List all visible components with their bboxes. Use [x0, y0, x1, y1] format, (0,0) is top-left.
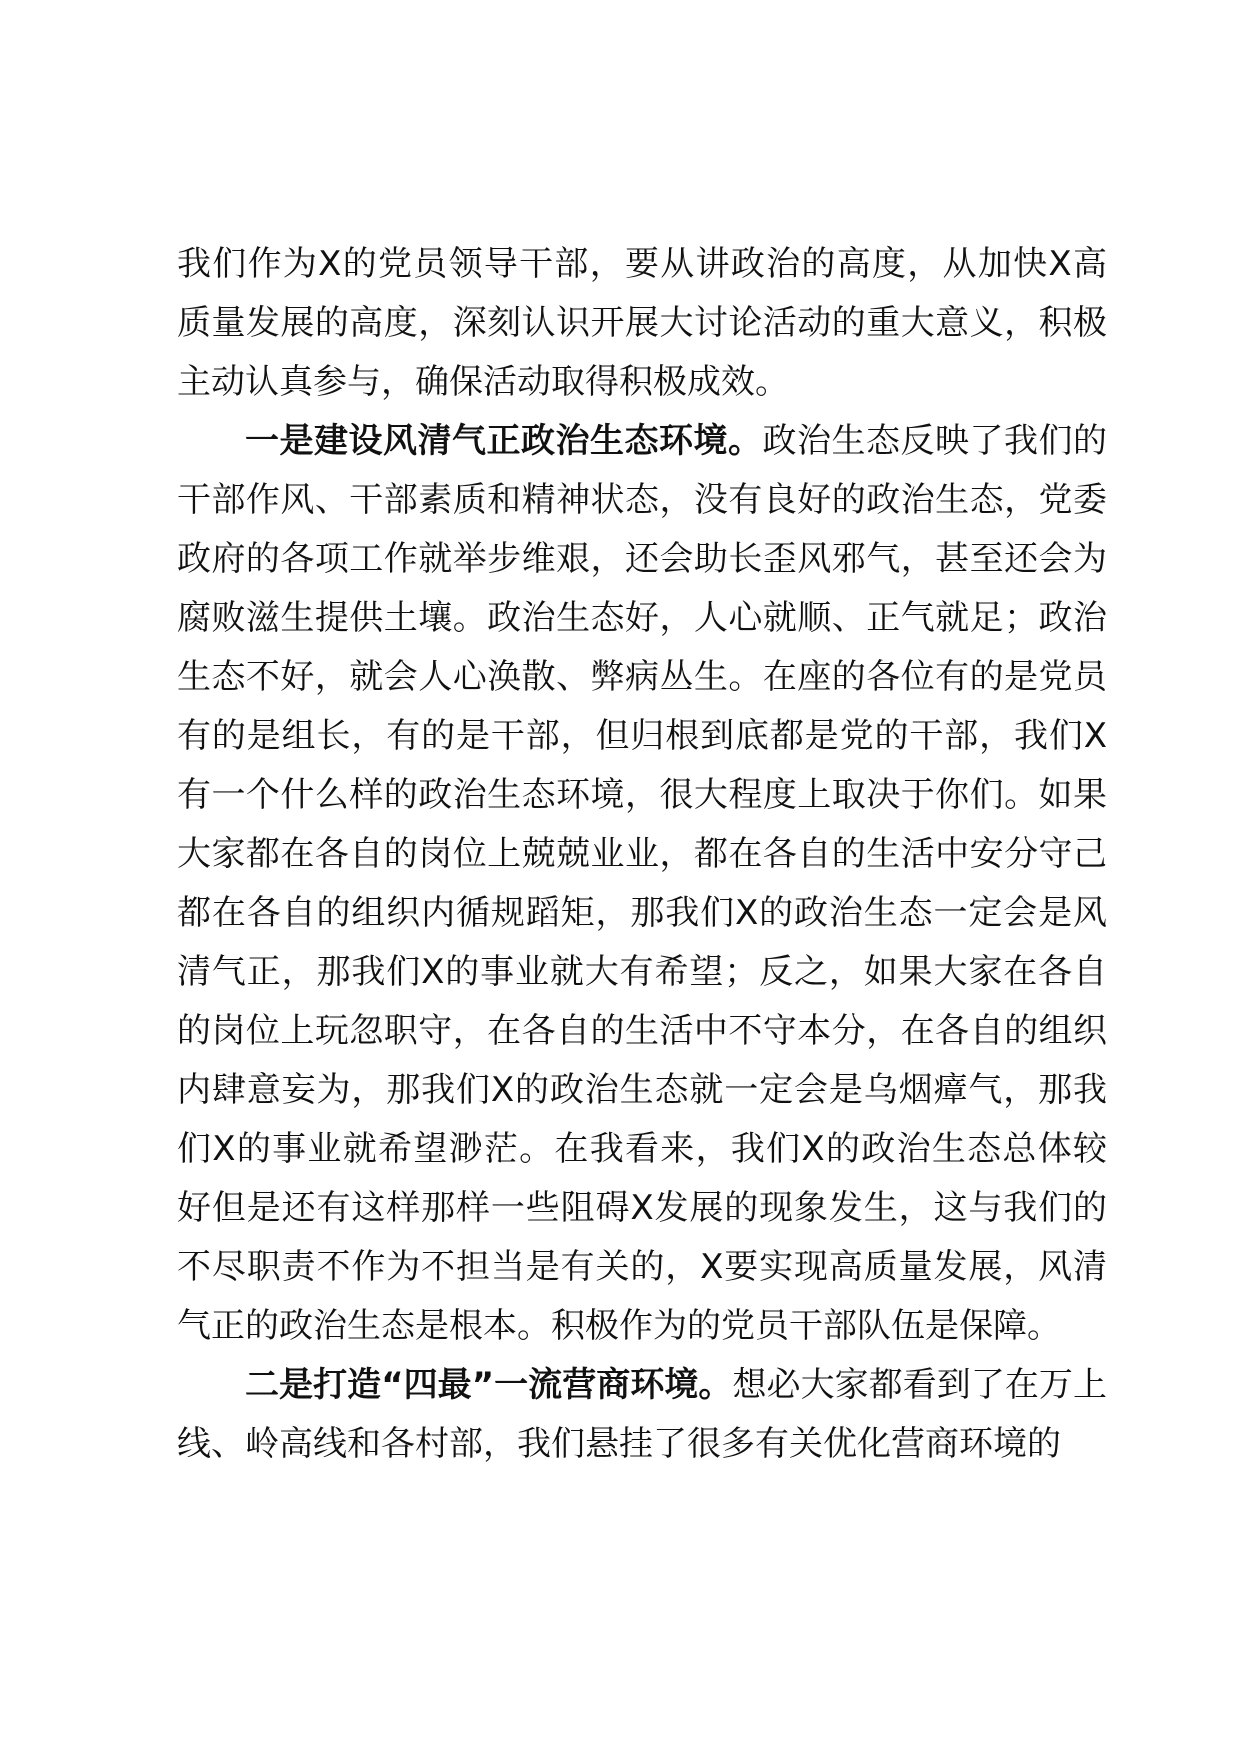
paragraph-text: 想必大家都看到了在万上线、岭高线和各村部，我们悬挂了很多有关优化营商环境的 [177, 1365, 1107, 1464]
paragraph-text: 政治生态反映了我们的干部作风、干部素质和精神状态，没有良好的政治生态，党委政府的各项工作就举步维艰，还会助长歪风邪气，甚至还会为腐败滋生提供土壤。政治生态好，人心就顺、正气就足；政治生态不好，就会人心涣散、弊病丛生。在座的各位有的是党员有的是组长，有的是干部，但归根到底都是党的干部，我们X有一个什么样的政治生态环境，很大程度上取决于你们。如果大家都在各自的岗位上兢兢业业，都在各自的生活中安分守己都在各自的组织内循规蹈矩，那我们X的政治生态一定会是风清气正，那我们X的事业就大有希望；反之，如果大家在各自的岗位上玩忽职守，在各自的生活中不守本分，在各自的组织内肆意妄为，那我们X的政治生态就一定会是乌烟瘴气，那我们X的事业就希望渺茫。在我看来，我们X的政治生态总体较好但是还有这样那样一些阻碍X发展的现象发生，这与我们的不尽职责不作为不担当是有关的，X要实现高质量发展，风清气正的政治生态是根本。积极作为的党员干部队伍是保障。 [177, 421, 1107, 1346]
paragraph-heading: 二是打造“四最”一流营商环境。 [245, 1365, 733, 1405]
paragraph-political-ecology [177, 412, 1107, 1356]
paragraph-heading: 一是建设风清气正政治生态环境。 [245, 421, 763, 461]
paragraph-text: 我们作为X的党员领导干部，要从讲政治的高度，从加快X高质量发展的高度，深刻认识开展大讨论活动的重大意义，积极主动认真参与，确保活动取得积极成效。 [177, 244, 1107, 402]
paragraph-business-environment [177, 1356, 1107, 1474]
document-body [177, 235, 1107, 1474]
paragraph-continuation [177, 235, 1107, 412]
